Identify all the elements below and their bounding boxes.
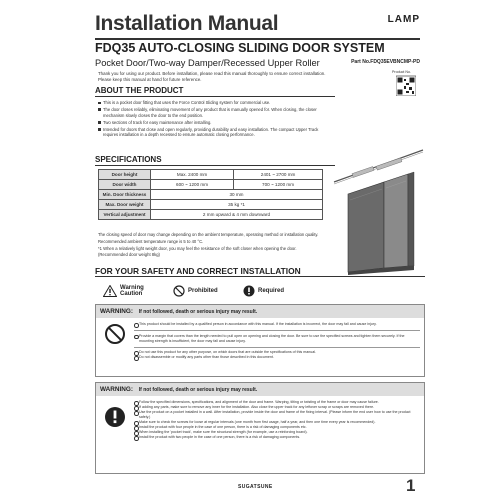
about-heading: ABOUT THE PRODUCT (95, 86, 184, 95)
table-cell: Door height (99, 170, 151, 180)
about-bullet: Intended for doors that close and open regularly, providing durability and easy installation. The compact Upper Track requires installation in a depth recessed to ensure automatic closing performance. (98, 127, 323, 138)
prohibited-icon (104, 323, 126, 345)
legend-warning-label: Warning Caution (120, 285, 144, 297)
part-number: Part No.FDQ35EVBNCMP-PD (351, 59, 420, 65)
warning-subtitle: If not followed, death or serious injury may result. (138, 387, 258, 393)
warning-item: Provide a margin that covers than the length needed to pull open on opening and closing the door. Be sure to use the specified screws and tighten them securely. If the mounting strength is insufficient, the door may fall and cause injury. (134, 334, 420, 344)
legend-warning (103, 285, 150, 297)
page-title: Installation Manual (95, 12, 279, 35)
table-cell: 600 ~ 1200 mm (151, 180, 234, 190)
symbol-legend (95, 281, 425, 301)
warning-label: WARNING: (100, 386, 134, 393)
model-title: FDQ35 AUTO-CLOSING SLIDING DOOR SYSTEM (95, 41, 385, 55)
about-bullet: The door closes reliably, eliminating movement of any product that is manually opened for. When closing, the closer mechanism slowly closes the door to the end position. (98, 107, 323, 118)
warning-item: When installing the 'pocket track', make sure the structural strength (for example, use a reinforcing board). (134, 430, 420, 435)
specifications-rule (95, 165, 335, 166)
table-row (99, 170, 323, 180)
table-cell: 2 mm upward & 4 mm downward (151, 210, 323, 220)
warning-item: Install the product with four people in the case of one person, there is a risk of damaging components etc. (134, 425, 420, 430)
prohibited-icon (173, 285, 185, 297)
table-cell: Vertical adjustment (99, 210, 151, 220)
warning-item: This product should be installed by a qualified person in accordance with this manual. If the installation is incorrect, the door may fall and cause injury. (134, 322, 420, 327)
table-cell: Max. 2400 mm (151, 170, 234, 180)
warning-item: Do not use this product for any other purpose, on which doors that are outside the specifications of this manual. (134, 350, 420, 355)
qr-label: Product No. (392, 70, 411, 74)
warning-subtitle: If not followed, death or serious injury may result. (138, 309, 258, 315)
table-row (99, 190, 323, 200)
specifications-notes (98, 232, 326, 259)
table-cell: 30 mm (151, 190, 323, 200)
table-row (99, 200, 323, 210)
about-bullet: This is a pocket door fitting that uses the Force Control Sliding system for commercial use. (98, 100, 323, 106)
spec-note: Recommended ambient temperature range is 5 to 40 °C. (98, 239, 204, 245)
warning-item: Use the product on a pocket installed in a wall. After installation, provide inside the door and frame of the fixing interval. (Please inform the end user how to use the product safely.) (134, 410, 420, 420)
legend-prohibited (173, 285, 218, 297)
table-row (99, 180, 323, 190)
table-row (99, 210, 323, 220)
legend-required (243, 285, 284, 297)
warning-box-1 (95, 304, 425, 377)
brand-logo: LAMP (387, 14, 420, 25)
safety-heading: FOR YOUR SAFETY AND CORRECT INSTALLATION (95, 266, 301, 276)
title-rule (95, 38, 420, 40)
intro-text: Thank you for using our product. Before installation, please read this manual thoroughly to ensure correct installation. Please keep this manual at hand for future reference. (98, 71, 326, 82)
warning-box-2 (95, 382, 425, 474)
page-number: 1 (406, 476, 416, 495)
specifications-heading: SPECIFICATIONS (95, 155, 162, 164)
warning-item: Follow the specified dimensions, specifications, and alignment of the door and frame. Warping, tilting or twisting of the frame or door may cause failure. (134, 400, 420, 405)
table-cell: 35 kg *1 (151, 200, 323, 210)
warning-divider (134, 347, 420, 348)
specifications-table (98, 169, 323, 220)
warning-triangle-icon (103, 285, 117, 297)
door-system-illustration (330, 120, 425, 275)
warning-label: WARNING: (100, 308, 134, 315)
warning-box-header (96, 305, 424, 318)
table-cell: 700 ~ 1200 mm (234, 180, 323, 190)
spec-note: *1 When a relatively light weight door, you may feel the resistance of the soft closer when opening the door. (Recommended door weight 8kg) (98, 246, 297, 257)
required-icon (243, 285, 255, 297)
qr-code-icon (396, 74, 416, 96)
legend-required-label: Required (258, 288, 285, 294)
legend-prohibited-label: Prohibited (188, 288, 218, 294)
warning-item: Install the product with two people in the case of one person, there is a risk of damaging components. (134, 435, 420, 440)
safety-rule (95, 276, 425, 277)
table-cell: 2401 ~ 2700 mm (234, 170, 323, 180)
table-cell: Max. Door weight (99, 200, 151, 210)
spec-note: The closing speed of door may change depending on the ambient temperature, operating method or installation quality. (98, 232, 319, 237)
warning-item: Do not disassemble or modify any parts other than those described in this document. (134, 355, 420, 360)
warning-box-body (96, 396, 424, 444)
warning-box-header (96, 383, 424, 396)
required-icon (104, 406, 126, 428)
about-bullet: Two sections of track for easy maintenance after installing. (98, 120, 323, 126)
table-cell: Door width (99, 180, 151, 190)
table-cell: Min. Door thickness (99, 190, 151, 200)
warning-box-body (96, 318, 424, 364)
model-subtitle: Pocket Door/Two-way Damper/Recessed Upper Roller (95, 58, 320, 68)
about-rule (95, 96, 335, 97)
warning-divider (134, 330, 420, 331)
about-bullets (98, 100, 323, 139)
warning-item: If adding any parts, make sure to remove any inner for the installation. Also close the upper track for any leftover scrap or scraps are removed there. (134, 405, 420, 410)
warning-item: Make sure to check the screws for loose at regular intervals (one month from first usage, half a year, and then one time every year is recommended). (134, 420, 420, 425)
footer-logo: SUGATSUNE (238, 484, 273, 490)
